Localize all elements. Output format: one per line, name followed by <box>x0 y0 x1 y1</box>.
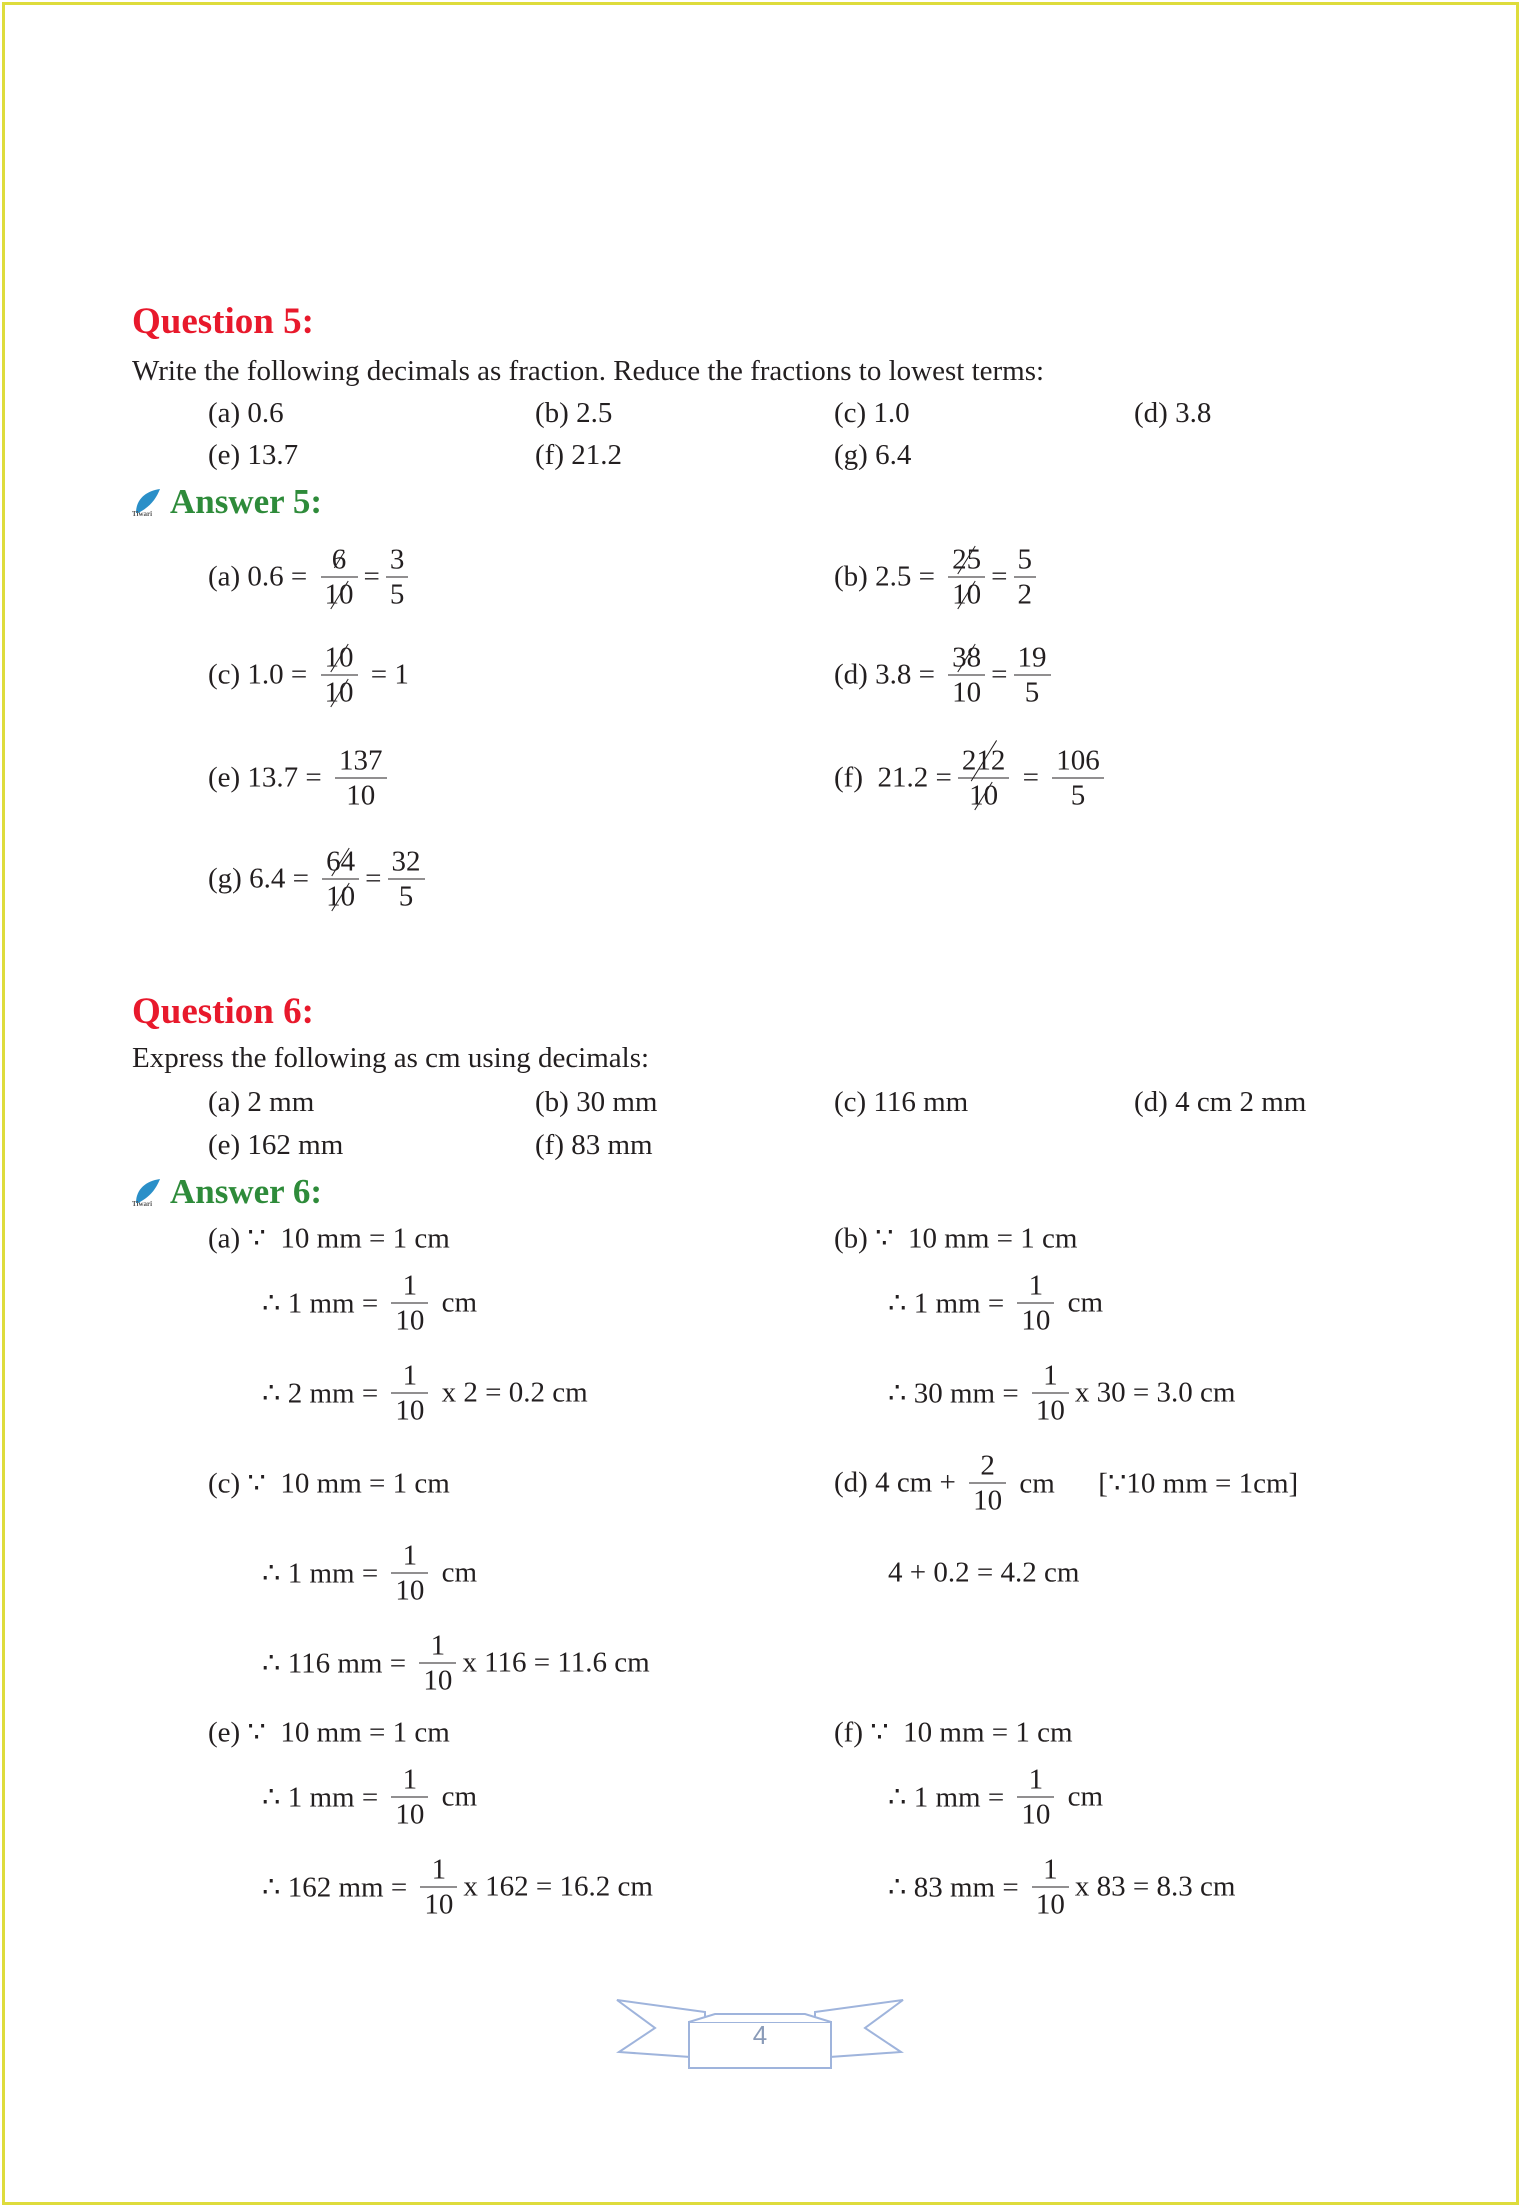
answer-6-title: Answer 6: <box>170 1172 322 1211</box>
solution-text: x 2 = 0.2 cm <box>434 1376 588 1409</box>
numerator: 1 <box>1028 1763 1044 1796</box>
fraction <box>948 543 985 612</box>
solution-text: (c) ∵ 10 mm = 1 cm <box>208 1467 450 1500</box>
solution-text: ∴ 1 mm = <box>262 1287 386 1320</box>
denominator: 10 <box>395 1304 425 1337</box>
fraction <box>391 1269 428 1338</box>
cancelled-numerator: 10 <box>321 641 358 675</box>
solution-text: ∴ 1 mm = <box>262 1781 386 1814</box>
solution-line <box>262 1539 477 1608</box>
solution-text: x 83 = 8.3 cm <box>1074 1870 1236 1903</box>
numerator: 2 <box>980 1449 995 1482</box>
solution-line <box>262 1269 477 1338</box>
solution-text: ∴ 1 mm = <box>888 1287 1012 1320</box>
solution-text: (d) 3.8 = <box>834 658 943 691</box>
solution-line <box>208 641 409 710</box>
solution-text: cm <box>434 1286 478 1319</box>
solution-line <box>208 1715 450 1750</box>
numerator: 5 <box>1017 543 1033 576</box>
solution-line <box>834 543 1042 612</box>
numerator: 1 <box>402 1269 418 1302</box>
fraction <box>321 543 358 612</box>
solution-line <box>834 1449 1298 1518</box>
solution-text: ∴ 83 mm = <box>888 1871 1026 1904</box>
cancelled-numerator: 64 <box>322 845 359 879</box>
question-item: (d) 4 cm 2 mm <box>1134 1086 1307 1118</box>
denominator: 10 <box>423 1664 453 1697</box>
denominator: 5 <box>1070 779 1086 812</box>
solution-text: (b) ∵ 10 mm = 1 cm <box>834 1222 1078 1255</box>
solution-line <box>208 1221 450 1256</box>
denominator: 10 <box>346 779 376 812</box>
question-item: (d) 3.8 <box>1134 397 1212 429</box>
solution-line <box>888 1269 1103 1338</box>
fraction <box>969 1449 1006 1518</box>
solution-text: = <box>991 560 1008 593</box>
cancelled-denominator: 10 <box>321 676 358 710</box>
denominator: 10 <box>395 1574 425 1607</box>
denominator: 10 <box>395 1394 425 1427</box>
solution-line <box>834 1221 1077 1256</box>
denominator: 5 <box>389 578 405 611</box>
fraction <box>1014 543 1037 612</box>
fraction <box>335 744 387 813</box>
numerator: 1 <box>402 1539 418 1572</box>
denominator: 10 <box>1021 1798 1051 1831</box>
denominator: 2 <box>1017 578 1033 611</box>
numerator: 106 <box>1056 744 1100 777</box>
solution-text: x 116 = 11.6 cm <box>462 1646 650 1679</box>
solution-line <box>834 1715 1073 1750</box>
fraction <box>419 1629 456 1698</box>
question-item: (a) 2 mm <box>208 1086 315 1118</box>
solution-line <box>888 1853 1235 1922</box>
solution-text: x 162 = 16.2 cm <box>463 1870 653 1903</box>
solution-text: (b) 2.5 = <box>834 560 943 593</box>
solution-line <box>888 1557 1079 1590</box>
question-item: (e) 162 mm <box>208 1129 344 1161</box>
cancelled-numerator: 212 <box>958 744 1010 778</box>
solution-text: (f) 21.2 = <box>834 761 952 794</box>
solution-text: cm <box>1060 1286 1104 1319</box>
numerator: 1 <box>1028 1269 1044 1302</box>
numerator: 19 <box>1017 641 1047 674</box>
fraction <box>1032 1359 1069 1428</box>
denominator: 10 <box>973 1484 1003 1517</box>
numerator: 1 <box>430 1629 446 1662</box>
fraction <box>386 543 409 612</box>
numerator: 137 <box>339 744 383 777</box>
solution-text: cm <box>434 1780 478 1813</box>
cancelled-numerator: 6 <box>328 543 351 577</box>
solution-text: (a) 0.6 = <box>208 560 315 593</box>
fraction <box>1052 744 1104 813</box>
solution-line <box>262 1853 653 1922</box>
question-item: (e) 13.7 <box>208 439 299 471</box>
question-item: (c) 1.0 <box>834 397 910 429</box>
solution-line <box>888 1359 1235 1428</box>
denominator: 10 <box>424 1888 454 1921</box>
solution-text: (e) ∵ 10 mm = 1 cm <box>208 1716 450 1749</box>
fraction <box>391 1539 428 1608</box>
question-item: (b) 30 mm <box>535 1086 658 1118</box>
fraction <box>388 845 425 914</box>
solution-line <box>262 1629 650 1698</box>
denominator: 10 <box>395 1798 425 1831</box>
solution-text: ∴ 1 mm = <box>262 1557 386 1590</box>
fraction <box>391 1359 428 1428</box>
fraction <box>1017 1269 1054 1338</box>
solution-text: (a) ∵ 10 mm = 1 cm <box>208 1222 450 1255</box>
question-6-instruction: Express the following as cm using decimals: <box>132 1042 650 1074</box>
fraction <box>1032 1853 1069 1922</box>
cancelled-numerator: 38 <box>948 641 985 675</box>
answer-5-heading <box>130 482 322 522</box>
fraction <box>948 641 985 710</box>
solution-text: = <box>363 560 380 593</box>
cancelled-numerator: 25 <box>948 543 985 577</box>
cancelled-denominator: 10 <box>322 880 359 914</box>
solution-text: = <box>365 862 382 895</box>
page-number: 4 <box>752 2020 768 2050</box>
denominator: 10 <box>1021 1304 1051 1337</box>
solution-line <box>262 1763 477 1832</box>
svg-text:Tiwari: Tiwari <box>132 510 153 517</box>
solution-text: cm <box>1060 1780 1104 1813</box>
numerator: 1 <box>1043 1853 1058 1886</box>
solution-text: (g) 6.4 = <box>208 862 317 895</box>
solution-text: x 30 = 3.0 cm <box>1074 1376 1236 1409</box>
fraction <box>1014 641 1051 710</box>
solution-line <box>208 845 431 914</box>
cancelled-denominator: 10 <box>948 578 985 612</box>
solution-text: ∴ 162 mm = <box>262 1871 415 1904</box>
denominator: 5 <box>1024 676 1040 709</box>
solution-line <box>834 641 1057 710</box>
denominator: 10 <box>1035 1888 1065 1921</box>
solution-line <box>208 543 414 612</box>
svg-text:Tiwari: Tiwari <box>132 1200 153 1207</box>
cancelled-denominator: 10 <box>321 578 358 612</box>
cancelled-denominator: 10 <box>965 779 1002 813</box>
answer-5-title: Answer 5: <box>170 482 322 521</box>
solution-text: (c) 1.0 = <box>208 658 315 691</box>
numerator: 1 <box>1043 1359 1058 1392</box>
solution-text: ∴ 1 mm = <box>888 1781 1012 1814</box>
denominator: 5 <box>398 880 414 913</box>
question-item: (f) 83 mm <box>535 1129 653 1161</box>
numerator: 1 <box>431 1853 447 1886</box>
solution-text: cm [∵10 mm = 1cm] <box>1012 1467 1299 1500</box>
fraction <box>420 1853 457 1922</box>
question-item: (g) 6.4 <box>834 439 912 471</box>
fraction <box>958 744 1010 813</box>
fraction <box>391 1763 428 1832</box>
question-item: (a) 0.6 <box>208 397 284 429</box>
denominator: 10 <box>1035 1394 1065 1427</box>
solution-text: = 1 <box>363 658 409 691</box>
question-6-title: Question 6: <box>132 991 314 1032</box>
solution-text: ∴ 116 mm = <box>262 1647 414 1680</box>
solution-text: (d) 4 cm + <box>834 1466 964 1499</box>
solution-text: cm <box>434 1556 478 1589</box>
solution-line <box>262 1359 588 1428</box>
solution-text: (e) 13.7 = <box>208 761 330 794</box>
fraction <box>321 641 358 710</box>
question-5-instruction: Write the following decimals as fraction. Reduce the fractions to lowest terms: <box>132 355 1045 387</box>
solution-line <box>834 744 1110 813</box>
numerator: 3 <box>389 543 405 576</box>
solution-text: = <box>1015 761 1047 794</box>
fraction <box>1017 1763 1054 1832</box>
question-item: (c) 116 mm <box>834 1086 969 1118</box>
numerator: 1 <box>402 1359 418 1392</box>
denominator: 10 <box>952 676 982 709</box>
solution-text: ∴ 2 mm = <box>262 1377 386 1410</box>
numerator: 32 <box>391 845 421 878</box>
solution-text: 4 + 0.2 = 4.2 cm <box>888 1556 1080 1589</box>
question-item: (b) 2.5 <box>535 397 613 429</box>
question-item: (f) 21.2 <box>535 439 622 471</box>
solution-text: = <box>991 658 1008 691</box>
solution-line <box>208 1466 450 1501</box>
question-5-title: Question 5: <box>132 301 314 342</box>
logo-icon <box>130 1177 164 1207</box>
solution-text: ∴ 30 mm = <box>888 1377 1026 1410</box>
solution-text: (f) ∵ 10 mm = 1 cm <box>834 1716 1073 1749</box>
solution-line <box>208 744 393 813</box>
fraction <box>322 845 359 914</box>
numerator: 1 <box>402 1763 418 1796</box>
logo-icon <box>130 487 164 517</box>
solution-line <box>888 1763 1103 1832</box>
answer-6-heading <box>130 1172 322 1212</box>
